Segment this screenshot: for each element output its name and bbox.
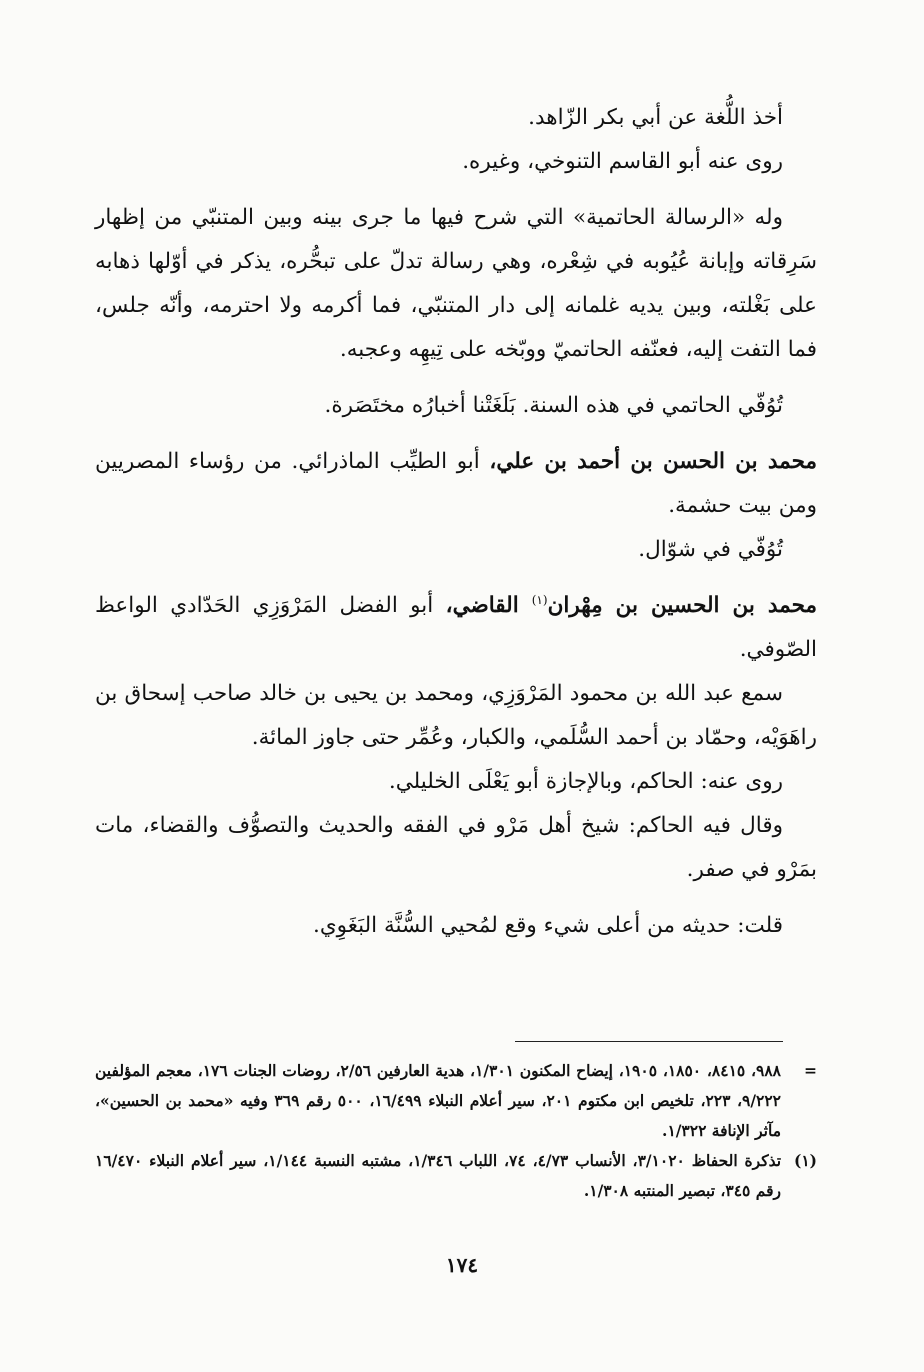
footnotes <box>95 1056 817 1206</box>
paragraph-10: وقال فيه الحاكم: شيخ أهل مَرْو في الفقه والحديث والتصوُّف والقضاء، مات بمَرْو في صفر. <box>95 813 817 882</box>
footnote-ref-1: (١) <box>531 592 548 607</box>
paragraph-9: روى عنه: الحاكم، وبالإجازة أبو يَعْلَى الخليلي. <box>388 769 783 794</box>
footnote-1-text: تذكرة الحفاظ ٣/١٠٢٠، الأنساب ٤/٧٣، ٧٤، اللباب ١/٣٤٦، مشتبه النسبة ١/١٤٤، سير أعلام النبلاء ١٦/٤٧٠ رقم ٣٤٥، تبصير المنتبه ١/٣٠٨. <box>95 1151 782 1200</box>
entry-name-2: محمد بن الحسين بن مِهْران <box>547 593 817 618</box>
paragraph-4: تُوُفّي الحاتمي في هذه السنة. بَلَغَتْنا أخبارُه مختَصَرة. <box>324 393 783 418</box>
footnote-divider <box>515 1041 783 1042</box>
paragraph-2: روى عنه أبو القاسم التنوخي، وغيره. <box>462 149 783 174</box>
footnote-continued <box>95 1056 817 1146</box>
entry-title-2: القاضي، <box>445 593 532 618</box>
footnote-continued-text: ٩٨٨، ٨٤١٥، ١٨٥٠، ١٩٠٥، إيضاح المكنون ١/٣٠١، هدية العارفين ٢/٥٦، روضات الجنات ١٧٦، معجم المؤلفين ٩/٢٢٢، ٢٢٣، تلخيص ابن مكتوم ٢٠١، سير أعلام النبلاء ١٦/٤٩٩، ٥٠٠ رقم ٣٦٩ وفيه «محمد بن الحسين»، مآثر الإنافة ١/٣٢٢. <box>95 1061 781 1140</box>
entry-desc-2: أبو الفضل المَرْوَزِي الحَدّادي الواعظ الصّوفي. <box>95 593 817 662</box>
footnote-1-mark: (١) <box>793 1151 817 1170</box>
paragraph-3: وله «الرسالة الحاتمية» التي شرح فيها ما جرى بينه وبين المتنبّي من إظهار سَرِقاته وإبانة عُيُوبه في شِعْره، وهي رسالة تدلّ على تبحُّره، يذكر في أوّلها ذهابه على بَغْلته، وبين يديه غلمانه إلى دار المتنبّي، فما أكرمه ولا احترمه، وأنّه جلس، فما التفت إليه، فعنّفه الحاتميّ ووبّخه على تِيهِه وعجبه. <box>95 205 817 362</box>
main-text <box>95 96 817 948</box>
paragraph-8: سمع عبد الله بن محمود المَرْوَزِي، ومحمد بن يحيى بن خالد صاحب إسحاق بن راهَوَيْه، وحمّاد بن أحمد السُّلَمي، والكبار، وعُمِّر حتى جاوز المائة. <box>95 681 817 750</box>
paragraph-6: تُوُفّي في شوّال. <box>638 537 783 562</box>
page-number: ١٧٤ <box>445 1253 479 1277</box>
entry-name-1: محمد بن الحسن بن أحمد بن علي، <box>489 449 817 474</box>
paragraph-1: أخذ اللُّغة عن أبي بكر الزّاهد. <box>528 105 783 130</box>
entry-heading-2 <box>95 584 817 672</box>
footnote-continuation-mark: = <box>804 1061 817 1080</box>
entry-desc-1: أبو الطيِّب الماذرائي. من رؤساء المصريين ومن بيت حشمة. <box>95 449 817 518</box>
paragraph-11: قلت: حديثه من أعلى شيء وقع لمُحيي السُّنَّة البَغَوِي. <box>312 913 783 938</box>
footnote-1 <box>95 1146 817 1206</box>
entry-heading-1 <box>95 440 817 528</box>
